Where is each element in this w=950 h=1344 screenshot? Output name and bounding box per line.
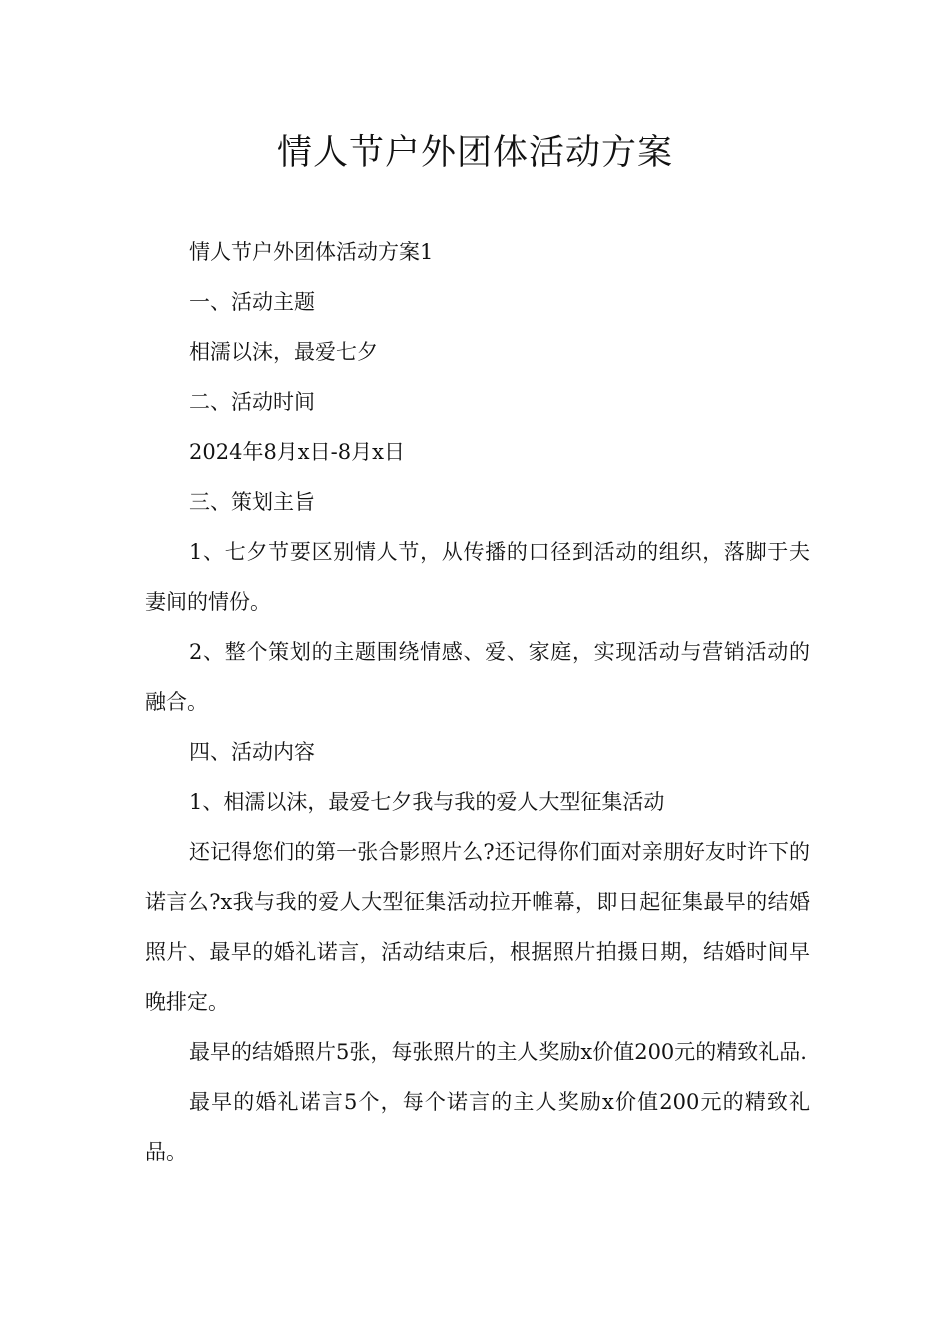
- section-heading-theme: 一、活动主题: [189, 290, 315, 314]
- section-heading-plan: 情人节户外团体活动方案1: [189, 240, 434, 264]
- document-title: 情人节户外团体活动方案: [276, 133, 673, 173]
- document-body: [145, 227, 810, 1177]
- purpose-item-1: 1、七夕节要区别情人节，从传播的口径到活动的组织，落脚于夫妻间的情份。: [145, 540, 810, 614]
- section-heading-content: 四、活动内容: [189, 740, 315, 764]
- prize-vows: 最早的婚礼诺言5个，每个诺言的主人奖励x价值200元的精致礼品。: [145, 1090, 810, 1164]
- content-item-1: 1、相濡以沫，最爱七夕我与我的爱人大型征集活动: [189, 790, 665, 814]
- purpose-item-2: 2、整个策划的主题围绕情感、爱、家庭，实现活动与营销活动的融合。: [145, 640, 810, 714]
- theme-text: 相濡以沫，最爱七夕: [189, 340, 378, 364]
- time-text: 2024年8月x日-8月x日: [189, 440, 405, 464]
- section-heading-purpose: 三、策划主旨: [189, 490, 315, 514]
- prize-photos: 最早的结婚照片5张，每张照片的主人奖励x价值200元的精致礼品.: [189, 1040, 807, 1064]
- section-heading-time: 二、活动时间: [189, 390, 315, 414]
- content-description: 还记得您们的第一张合影照片么?还记得你们面对亲朋好友时许下的诺言么?x我与我的爱人大型征集活动拉开帷幕，即日起征集最早的结婚照片、最早的婚礼诺言，活动结束后，根据照片拍摄日期，结婚时间早晚排定。: [145, 840, 810, 1014]
